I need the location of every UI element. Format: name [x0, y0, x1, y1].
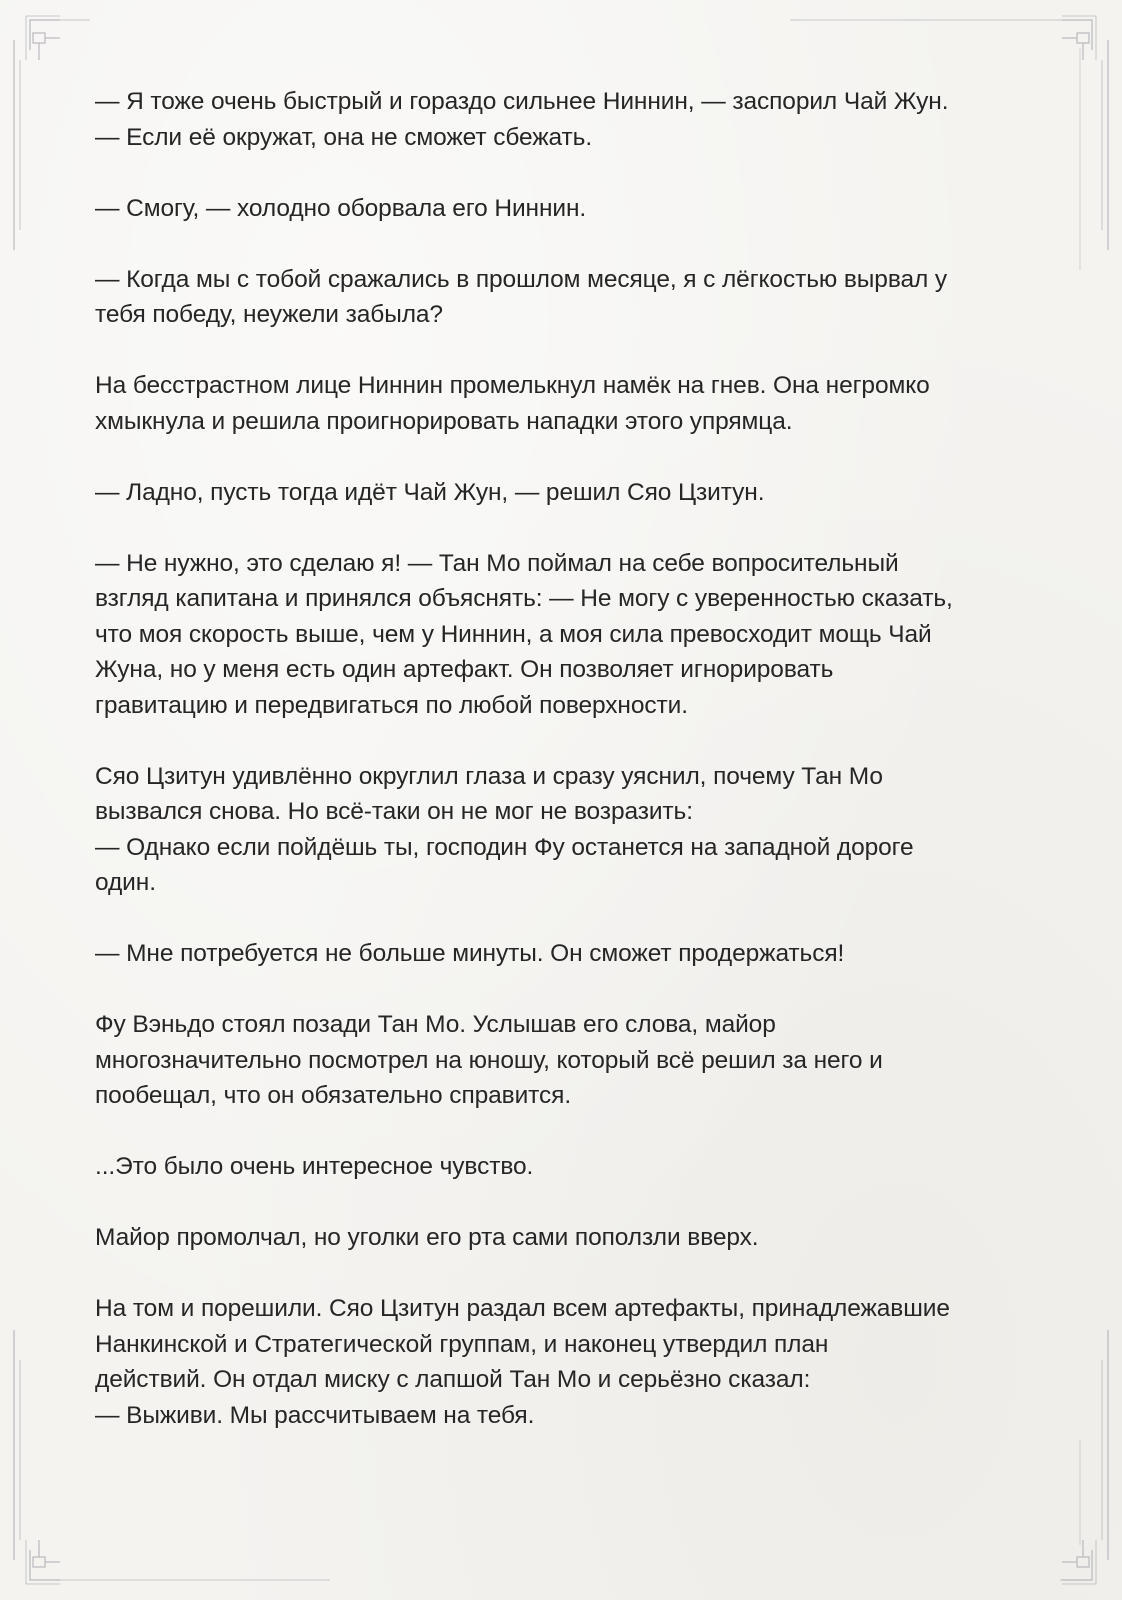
- text-line: хмыкнула и решила проигнорировать нападки этого упрямца.: [95, 407, 793, 435]
- text-line: Сяо Цзитун удивлённо округлил глаза и сразу уяснил, почему Тан Мо: [95, 762, 883, 790]
- text-line: — Смогу, — холодно оборвала его Ниннин.: [95, 194, 587, 222]
- text-line: пообещал, что он обязательно справится.: [95, 1082, 572, 1109]
- paragraph: [95, 759, 1035, 901]
- text-line: Нанкинской и Стратегической группам, и наконец утвердил план: [95, 1330, 829, 1358]
- paragraph: [95, 936, 1035, 972]
- text-line: — Когда мы с тобой сражались в прошлом месяце, я с лёгкостью вырвал у: [95, 265, 948, 293]
- text-line: — Однако если пойдёшь ты, господин Фу останется на западной дороге: [95, 833, 914, 861]
- text-line: многозначительно посмотрел на юношу, который всё решил за него и: [95, 1046, 883, 1074]
- corner-ornament-bottom-right: [1060, 1330, 1108, 1584]
- text-line: — Мне потребуется не больше минуты. Он сможет продержаться!: [95, 940, 845, 967]
- text-line: На бесстрастном лице Ниннин промелькнул намёк на гнев. Она негромко: [95, 372, 930, 399]
- paragraph: [95, 1149, 1035, 1185]
- paragraph: [95, 475, 1035, 511]
- paragraph: [95, 1220, 1035, 1256]
- paragraph: [95, 262, 1035, 333]
- paragraph: [95, 546, 1035, 724]
- paragraph: [95, 1007, 1035, 1114]
- text-line: вызвался снова. Но всё-таки он не мог не возразить:: [95, 798, 693, 825]
- paragraph: [95, 191, 1035, 227]
- text-line: один.: [95, 869, 156, 896]
- paragraph: [95, 84, 1035, 155]
- text-line: Майор промолчал, но уголки его рта сами поползли вверх.: [95, 1224, 759, 1251]
- text-line: гравитацию и передвигаться по любой поверхности.: [95, 691, 688, 719]
- text-line: взгляд капитана и принялся объяснять: — Не могу с уверенностью сказать,: [95, 585, 953, 612]
- paragraph: [95, 1291, 1035, 1433]
- text-line: — Если её окружат, она не сможет сбежать.: [95, 123, 593, 151]
- text-line: — Ладно, пусть тогда идёт Чай Жун, — решил Сяо Цзитун.: [95, 478, 765, 506]
- text-line: — Я тоже очень быстрый и гораздо сильнее Ниннин, — заспорил Чай Жун.: [95, 88, 949, 115]
- text-line: На том и порешили. Сяо Цзитун раздал всем артефакты, принадлежавшие: [95, 1295, 950, 1322]
- text-line: — Выживи. Мы рассчитываем на тебя.: [95, 1401, 535, 1429]
- text-line: — Не нужно, это сделаю я! — Тан Мо поймал на себе вопросительный: [95, 549, 899, 577]
- paragraph: [95, 368, 1035, 439]
- text-line: Фу Вэньдо стоял позади Тан Мо. Услышав его слова, майор: [95, 1011, 776, 1038]
- corner-ornament-top-left: [14, 16, 90, 250]
- text-line: действий. Он отдал миску с лапшой Тан Мо и серьёзно сказал:: [95, 1366, 811, 1393]
- text-line: Жуна, но у меня есть один артефакт. Он позволяет игнорировать: [95, 656, 834, 683]
- text-line: тебя победу, неужели забыла?: [95, 301, 443, 328]
- story-text: [95, 84, 1035, 1469]
- text-line: ...Это было очень интересное чувство.: [95, 1153, 534, 1180]
- text-line: что моя скорость выше, чем у Ниннин, а моя сила превосходит мощь Чай: [95, 620, 932, 648]
